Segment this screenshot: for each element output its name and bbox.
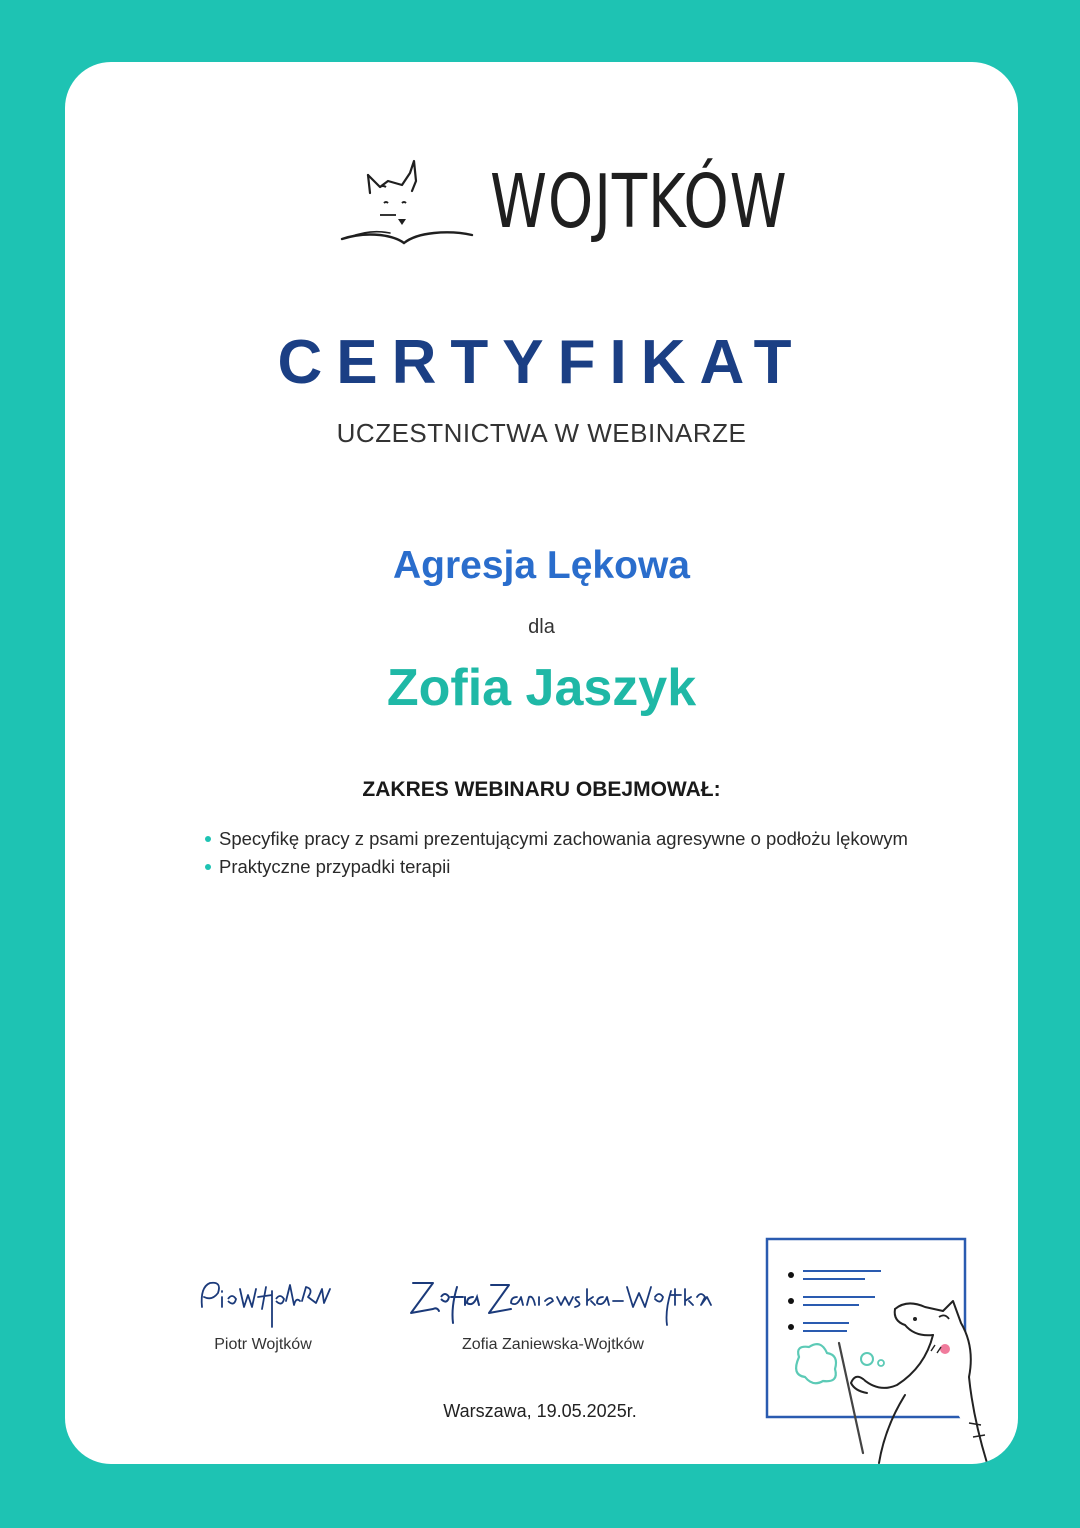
- brand-logo: [340, 147, 788, 257]
- certificate-title: CERTYFIKAT: [277, 328, 806, 397]
- scope-heading: ZAKRES WEBINARU OBEJMOWAŁ:: [362, 778, 721, 801]
- handwritten-signature-piotr: [188, 1267, 338, 1331]
- bullet-dot: [205, 836, 211, 842]
- certificate-card: [65, 62, 1018, 1464]
- list-item: [205, 853, 908, 881]
- signature-block-zofia: [383, 1267, 723, 1353]
- list-item-text: Praktyczne przypadki terapii: [219, 856, 451, 877]
- signatory-name: Zofia Zaniewska-Wojtków: [462, 1336, 644, 1353]
- participant-name: Zofia Jaszyk: [386, 659, 697, 717]
- bullet-dot: [205, 864, 211, 870]
- signatory-name: Piotr Wojtków: [214, 1336, 312, 1353]
- certificate-subtitle: UCZESTNICTWA W WEBINARZE: [336, 418, 747, 448]
- for-label: dla: [528, 616, 555, 638]
- signature-block-piotr: [183, 1267, 343, 1353]
- dog-with-book-icon: [340, 147, 480, 257]
- scope-list: [205, 825, 908, 881]
- course-title: Agresja Lękowa: [393, 544, 690, 587]
- handwritten-signature-zofia: [393, 1267, 713, 1331]
- brand-name: WOJTKÓW: [490, 159, 788, 245]
- list-item: [205, 825, 908, 853]
- dog-presenting-whiteboard-icon: [755, 1227, 1018, 1464]
- list-item-text: Specyfikę pracy z psami prezentującymi zachowania agresywne o podłożu lękowym: [219, 828, 908, 849]
- place-date: Warszawa, 19.05.2025r.: [443, 1401, 637, 1421]
